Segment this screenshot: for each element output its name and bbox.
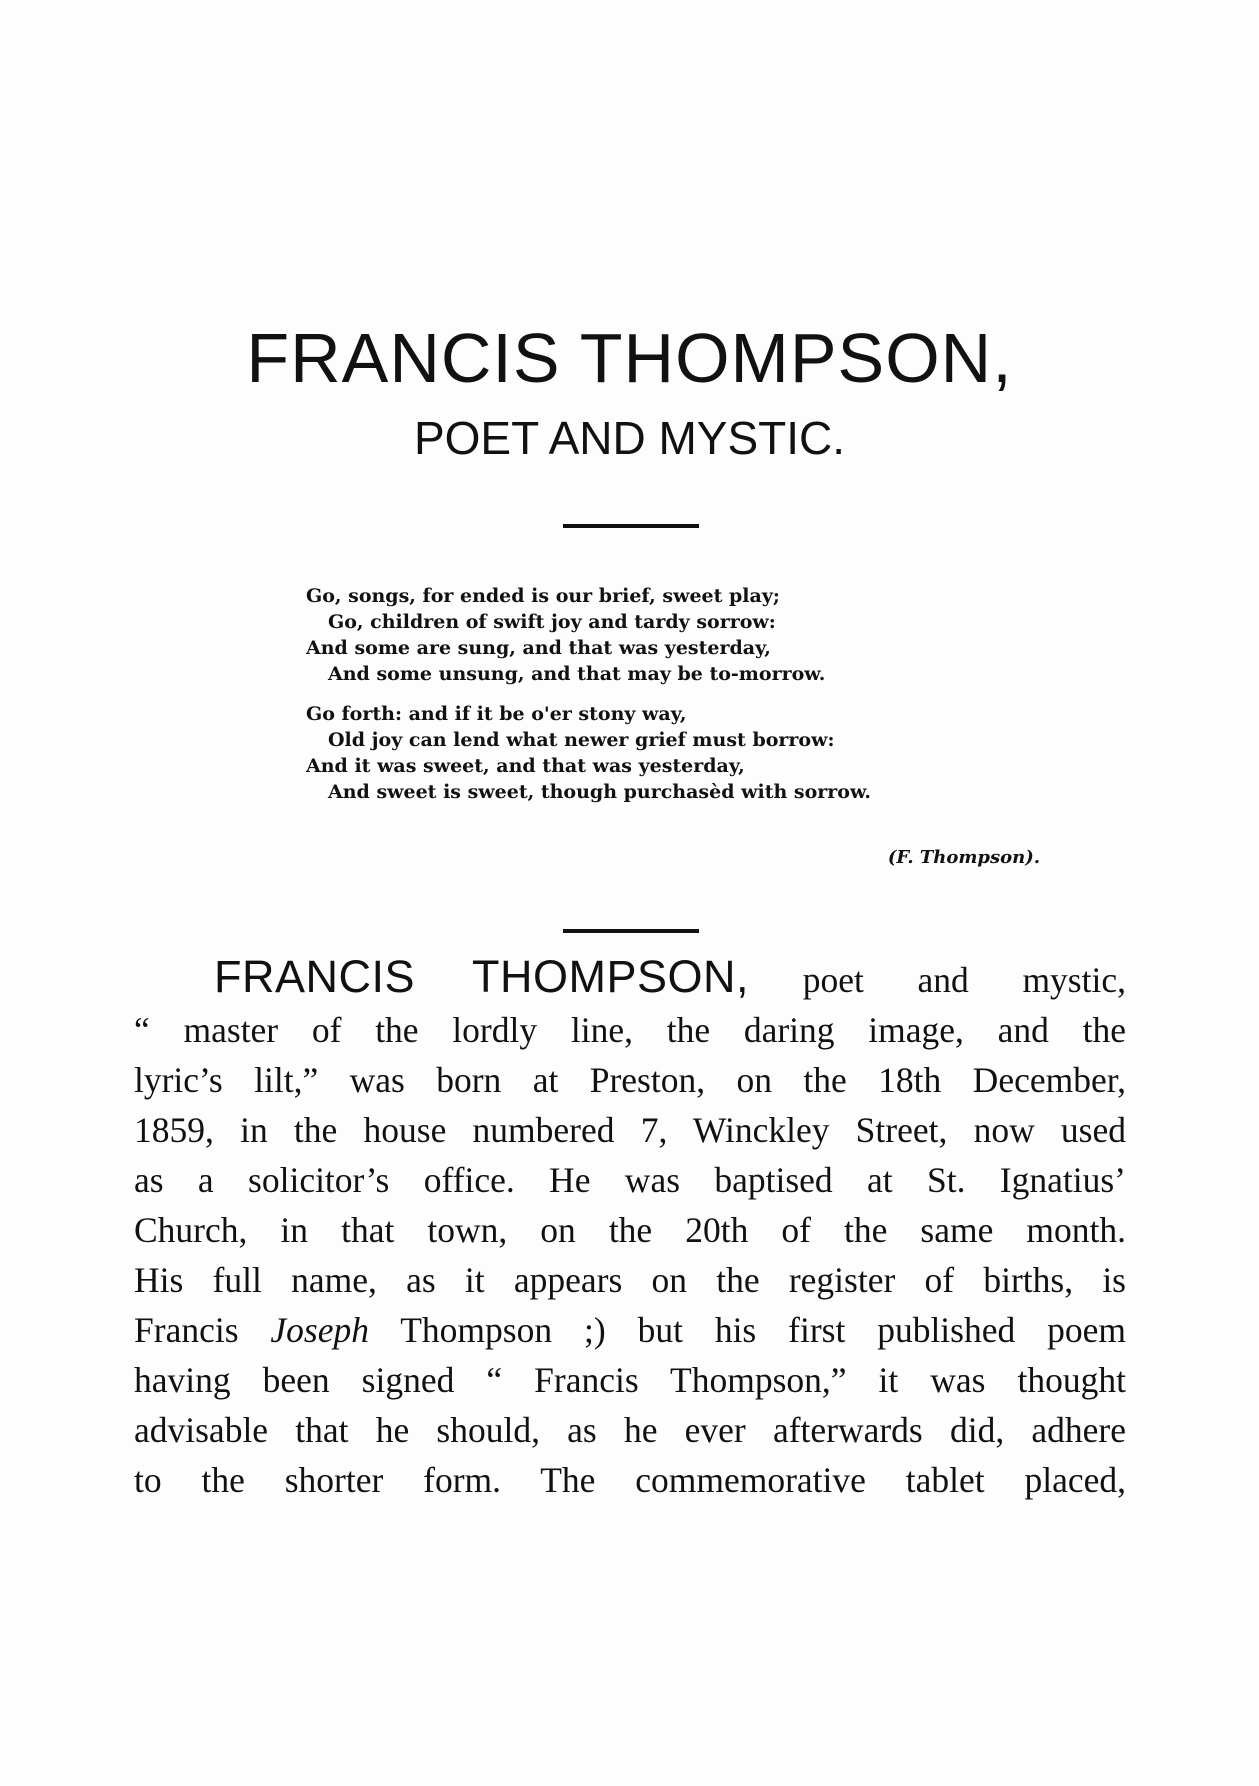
divider-top — [563, 524, 699, 528]
poem-line: Go, songs, for ended is our brief, sweet play; — [306, 585, 780, 607]
body-line — [134, 952, 1126, 1005]
body-paragraph — [134, 952, 1126, 1505]
page-title: FRANCIS THOMPSON, — [246, 319, 1013, 397]
body-line: having been signed “ Francis Thompson,” it was thought — [134, 1360, 1126, 1400]
body-line: 1859, in the house numbered 7, Winckley Street, now used — [134, 1110, 1126, 1150]
poem-line: Go forth: and if it be o'er stony way, — [306, 703, 687, 725]
body-line: His full name, as it appears on the register of births, is — [134, 1260, 1126, 1300]
body-line — [134, 1305, 1126, 1355]
poem-stanza-2 — [306, 701, 1046, 805]
body-line: as a solicitor’s office. He was baptised at St. Ignatius’ — [134, 1160, 1126, 1200]
poem-line: And it was sweet, and that was yesterday, — [306, 755, 745, 777]
body-line: Church, in that town, on the 20th of the same month. — [134, 1210, 1126, 1250]
poem-attribution: (F. Thompson). — [887, 847, 1040, 868]
body-line: advisable that he should, as he ever afterwards did, adhere — [134, 1410, 1126, 1450]
body-line: lyric’s lilt,” was born at Preston, on the 18th December, — [134, 1060, 1126, 1100]
poem-stanza-1 — [306, 583, 1046, 687]
body-word: Francis — [134, 1310, 239, 1350]
page-subtitle: POET AND MYSTIC. — [413, 412, 846, 464]
poem-line: Old joy can lend what newer grief must borrow: — [328, 729, 835, 751]
poem-line: And some are sung, and that was yesterday, — [306, 637, 771, 659]
body-line: to the shorter form. The commemorative tablet placed, — [134, 1460, 1126, 1500]
body-word: Thompson ;) but his first published poem — [400, 1310, 1126, 1350]
middle-name-italic: Joseph — [270, 1310, 369, 1350]
poem-line: Go, children of swift joy and tardy sorrow: — [328, 611, 776, 633]
epigraph-poem — [306, 583, 1046, 819]
lead-rest: poet and mystic, — [802, 960, 1126, 1000]
poem-line: And some unsung, and that may be to-morrow. — [328, 663, 826, 685]
poem-line: And sweet is sweet, though purchasèd with sorrow. — [328, 781, 872, 803]
divider-bottom — [563, 929, 699, 933]
lead-name: FRANCIS THOMPSON, — [214, 951, 750, 1002]
body-line: “ master of the lordly line, the daring image, and the — [134, 1010, 1126, 1050]
